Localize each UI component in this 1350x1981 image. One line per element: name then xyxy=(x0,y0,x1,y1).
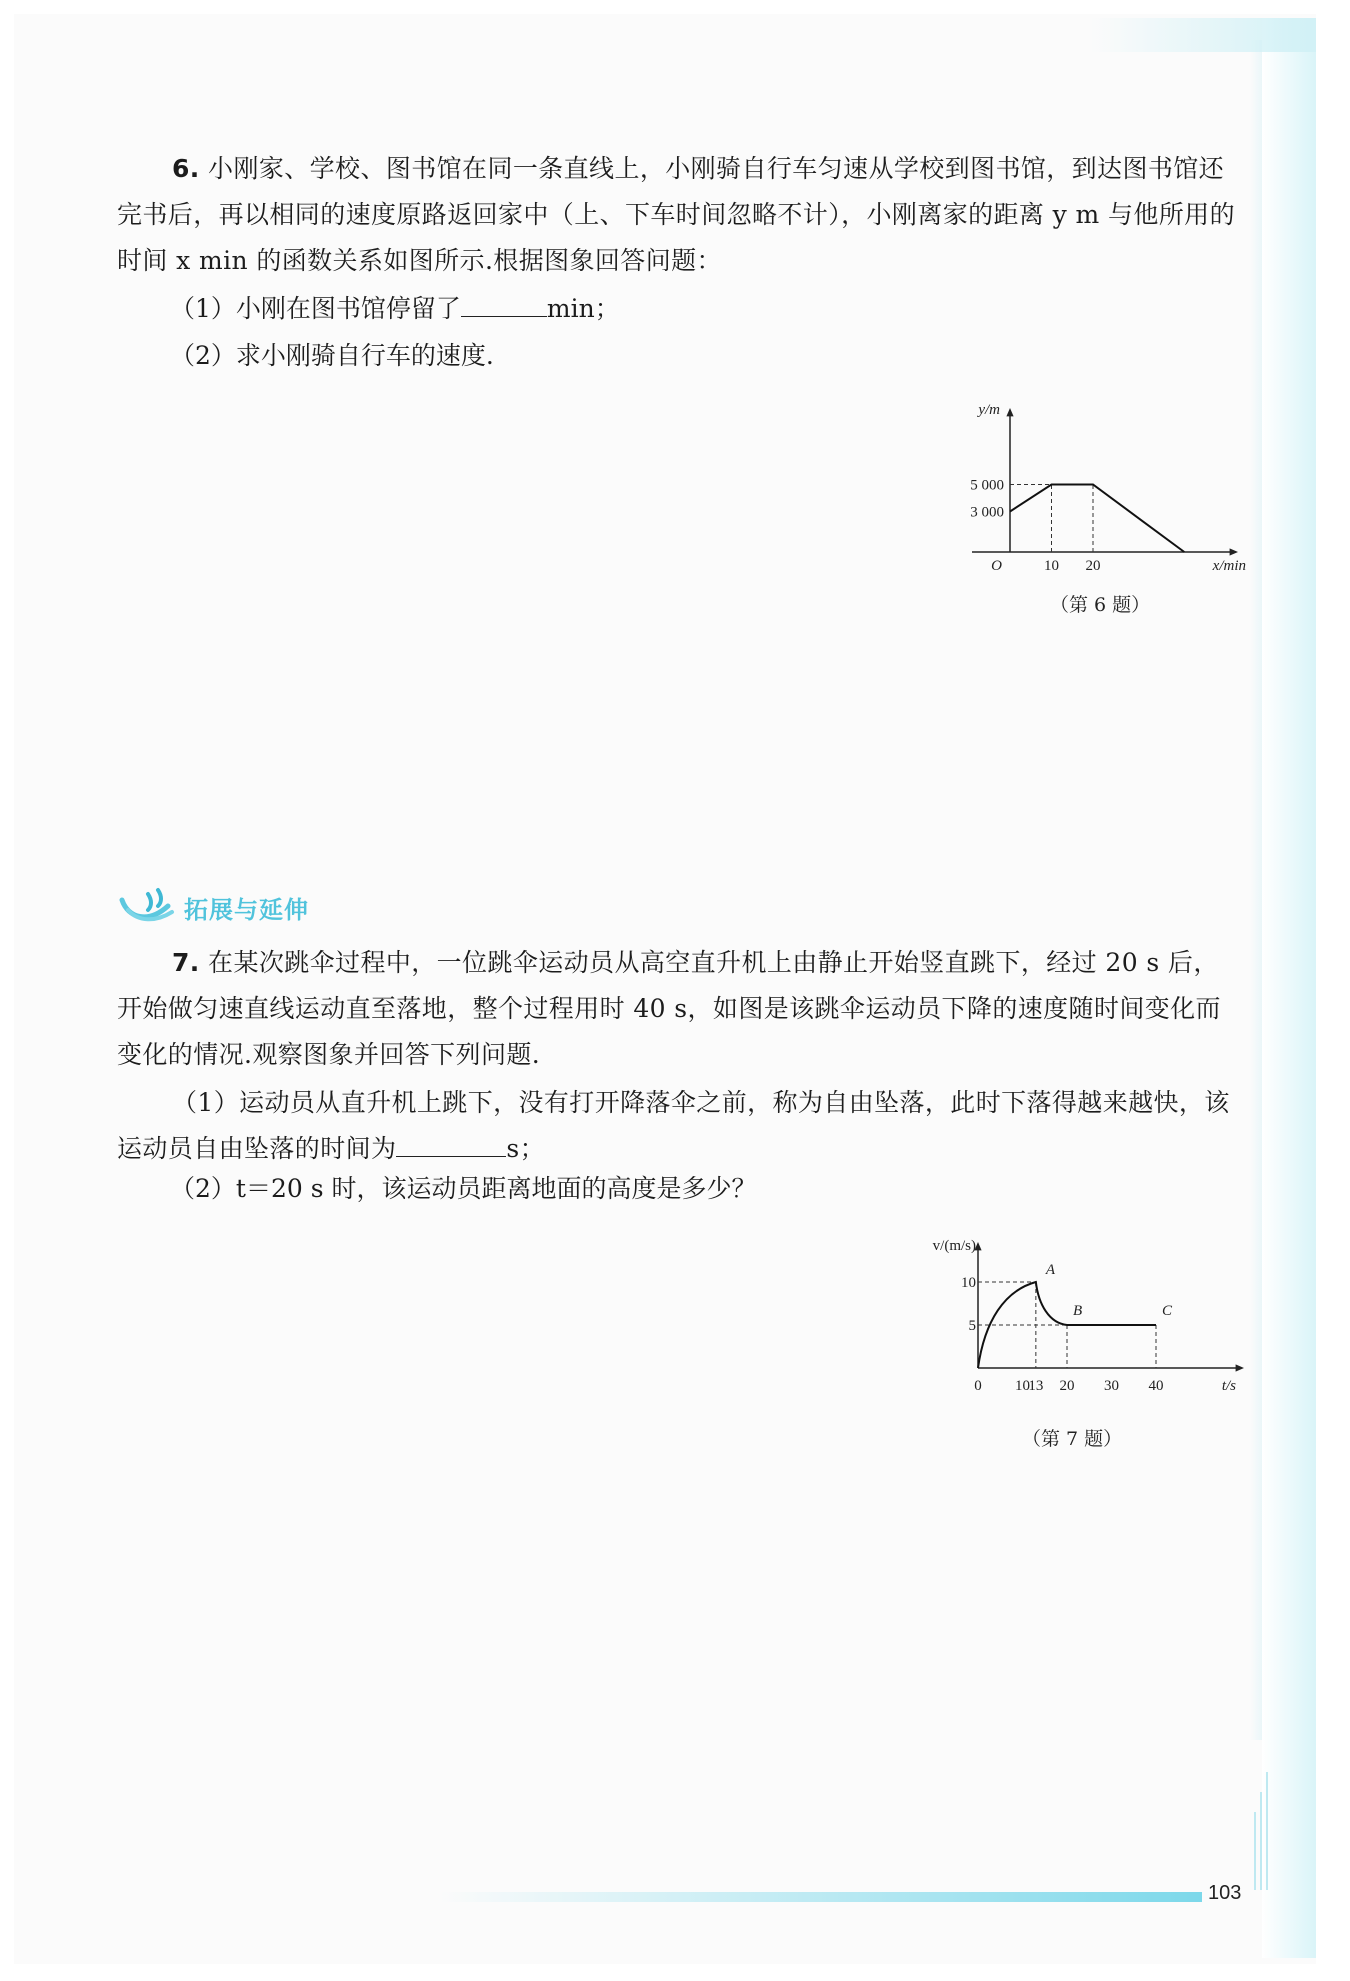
y-tick-label: 10 xyxy=(961,1275,976,1291)
footer-bar xyxy=(440,1892,1202,1902)
page-number: 103 xyxy=(1208,1882,1242,1904)
answer-blank[interactable] xyxy=(461,294,547,317)
problem-6-text xyxy=(117,146,1242,284)
origin-label: O xyxy=(991,558,1002,574)
x-tick-label: 13 xyxy=(1028,1378,1044,1394)
problem-6-question-1 xyxy=(170,286,620,332)
figure-6-caption: （第 6 题） xyxy=(1050,594,1151,616)
problem-6-q1-unit: min； xyxy=(546,294,620,323)
x-tick-label: 30 xyxy=(1104,1378,1119,1394)
problem-7-body: 在某次跳伞过程中，一位跳伞运动员从高空直升机上由静止开始竖直跳下，经过 20 s 后，开始做匀速直线运动直至落地，整个过程用时 40 s，如图是该跳伞运动员下降的速度随时间变化而变化的情况.观察图象并回答下列问题. xyxy=(117,948,1221,1069)
right-margin-stripe xyxy=(1262,18,1316,1958)
point-label: B xyxy=(1073,1303,1083,1319)
x-tick-label: 10 xyxy=(1015,1378,1030,1394)
top-corner-band xyxy=(1090,18,1316,52)
figure-7 xyxy=(900,1236,1250,1416)
x-axis-arrow xyxy=(1236,1364,1244,1371)
wave-icon xyxy=(118,886,178,930)
problem-7-q1-unit: s； xyxy=(506,1134,546,1163)
figure-6 xyxy=(958,400,1248,590)
problem-7-text xyxy=(117,940,1242,1078)
problem-7-q1-text: （1）运动员从直升机上跳下，没有打开降落伞之前，称为自由坠落，此时下落得越来越快，该运动员自由坠落的时间为 xyxy=(117,1088,1230,1163)
x-tick-label: 40 xyxy=(1148,1378,1164,1394)
problem-7-number: 7. xyxy=(172,948,200,977)
margin-decoration xyxy=(1253,1772,1273,1890)
problem-6-body: 小刚家、学校、图书馆在同一条直线上，小刚骑自行车匀速从学校到图书馆，到达图书馆还完书后，再以相同的速度原路返回家中（上、下车时间忽略不计），小刚离家的距离 y m 与他所用的时间 x min 的函数关系如图所示.根据图象回答问题： xyxy=(117,154,1235,275)
x-axis-label: x/min xyxy=(1212,558,1246,574)
problem-6-q1-text: （1）小刚在图书馆停留了 xyxy=(170,294,461,323)
problem-7-question-2: （2）t＝20 s 时，该运动员距离地面的高度是多少？ xyxy=(170,1174,757,1203)
origin-label: 0 xyxy=(974,1378,982,1394)
y-axis-label: y/m xyxy=(978,402,1000,418)
chart-7 xyxy=(900,1236,1250,1416)
figure-7-caption: （第 7 题） xyxy=(1022,1428,1123,1450)
x-tick-label: 10 xyxy=(1044,558,1059,574)
y-tick-label: 5 000 xyxy=(970,477,1004,494)
point-label: C xyxy=(1162,1303,1173,1319)
x-axis-label: t/s xyxy=(1221,1378,1236,1394)
series-line xyxy=(1010,485,1184,553)
y-tick-label: 3 000 xyxy=(970,504,1004,521)
problem-6-number: 6. xyxy=(172,154,200,183)
section-title: 拓展与延伸 xyxy=(184,896,309,924)
problem-7-question-1 xyxy=(117,1080,1242,1172)
x-tick-label: 20 xyxy=(1059,1378,1075,1394)
right-margin-shade xyxy=(1250,40,1262,1740)
y-axis-label: v/(m/s) xyxy=(932,1238,976,1254)
point-label: A xyxy=(1045,1262,1056,1278)
x-tick-label: 20 xyxy=(1085,558,1101,574)
x-axis-arrow xyxy=(1230,548,1238,555)
problem-6-question-2: （2）求小刚骑自行车的速度. xyxy=(170,341,494,370)
y-axis-arrow xyxy=(1006,408,1013,416)
y-tick-label: 5 xyxy=(968,1318,976,1334)
chart-6 xyxy=(958,400,1248,590)
answer-blank[interactable] xyxy=(396,1134,506,1157)
